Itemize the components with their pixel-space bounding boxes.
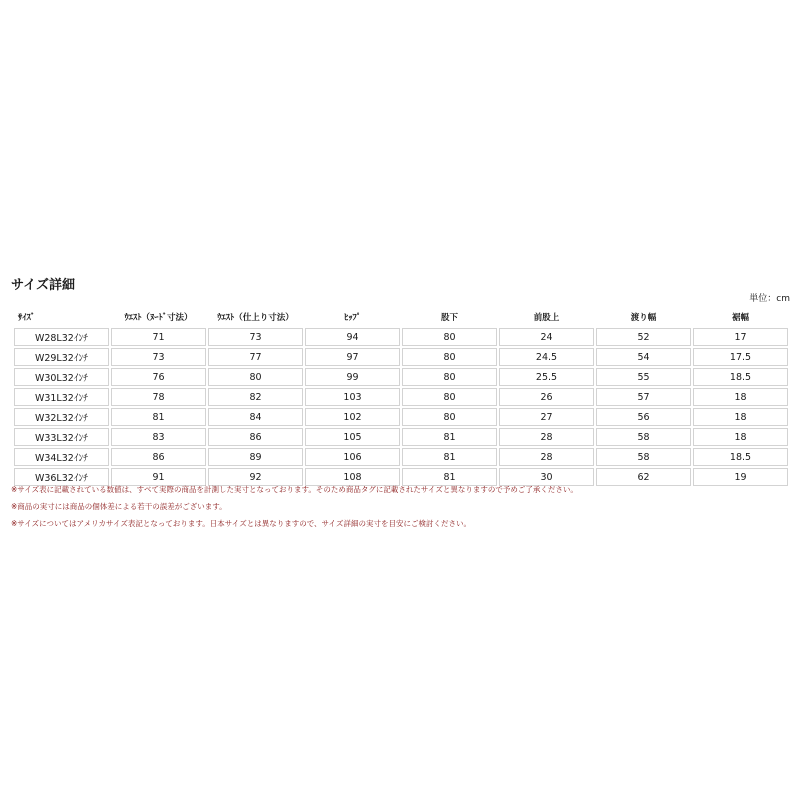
table-cell: 71 [111, 328, 206, 346]
header-thigh-width: 渡り幅 [630, 313, 657, 323]
table-cell: 55 [596, 368, 691, 386]
table-cell: 80 [402, 408, 497, 426]
table-cell: 103 [305, 388, 400, 406]
table-cell: 81 [402, 468, 497, 486]
table-cell: 82 [208, 388, 303, 406]
table-cell: 25.5 [499, 368, 594, 386]
table-cell: 80 [402, 368, 497, 386]
note-variance: ※商品の実寸には商品の個体差による若干の誤差がございます。 [11, 502, 227, 511]
table-cell: 18 [693, 408, 788, 426]
note-us-sizing: ※サイズについてはアメリカサイズ表記となっております。日本サイズとは異なりますので、サイズ詳細の実寸を目安にご検討ください。 [11, 519, 471, 528]
header-hem-width: 裾幅 [731, 313, 749, 323]
page-title: サイズ詳細 [11, 278, 75, 293]
table-cell: 52 [596, 328, 691, 346]
table-cell: 18 [693, 428, 788, 446]
header-waist-finished: ｳｴｽﾄ（仕上り寸法） [217, 313, 294, 323]
table-row [14, 408, 788, 426]
table-cell: 80 [208, 368, 303, 386]
table-cell: W28L32ｲﾝﾁ [14, 328, 109, 346]
table-cell: 102 [305, 408, 400, 426]
note-measurement: ※サイズ表に記載されている数値は、すべて実際の商品を計測した実寸となっております。そのため商品タグに記載されたサイズと異なりますので予めご了承ください。 [11, 485, 578, 494]
table-cell: 80 [402, 348, 497, 366]
table-cell: W34L32ｲﾝﾁ [14, 448, 109, 466]
table-cell: 89 [208, 448, 303, 466]
unit-label: 単位：cm [749, 294, 790, 304]
table-cell: 97 [305, 348, 400, 366]
table-cell: W32L32ｲﾝﾁ [14, 408, 109, 426]
table-cell: 77 [208, 348, 303, 366]
table-cell: 81 [402, 428, 497, 446]
table-cell: 28 [499, 428, 594, 446]
table-cell: 105 [305, 428, 400, 446]
table-cell: 108 [305, 468, 400, 486]
table-cell: 18 [693, 388, 788, 406]
table-cell: 54 [596, 348, 691, 366]
table-cell: 99 [305, 368, 400, 386]
table-cell: 76 [111, 368, 206, 386]
table-row [14, 368, 788, 386]
table-row [14, 348, 788, 366]
header-hip: ﾋｯﾌﾟ [343, 313, 361, 323]
table-cell: 58 [596, 448, 691, 466]
table-cell: 28 [499, 448, 594, 466]
header-inseam: 股下 [440, 313, 458, 323]
table-cell: 27 [499, 408, 594, 426]
table-cell: 73 [208, 328, 303, 346]
table-cell: 17.5 [693, 348, 788, 366]
table-cell: W33L32ｲﾝﾁ [14, 428, 109, 446]
table-cell: 78 [111, 388, 206, 406]
table-cell: W36L32ｲﾝﾁ [14, 468, 109, 486]
table-cell: 30 [499, 468, 594, 486]
header-front-rise: 前股上 [533, 313, 560, 323]
table-cell: W29L32ｲﾝﾁ [14, 348, 109, 366]
table-cell: 24 [499, 328, 594, 346]
table-cell: 18.5 [693, 448, 788, 466]
table-cell: W30L32ｲﾝﾁ [14, 368, 109, 386]
table-cell: 19 [693, 468, 788, 486]
table-cell: 83 [111, 428, 206, 446]
table-cell: W31L32ｲﾝﾁ [14, 388, 109, 406]
table-cell: 106 [305, 448, 400, 466]
table-cell: 80 [402, 388, 497, 406]
table-row [14, 328, 788, 346]
table-cell: 17 [693, 328, 788, 346]
table-row [14, 388, 788, 406]
table-cell: 57 [596, 388, 691, 406]
table-cell: 94 [305, 328, 400, 346]
table-cell: 84 [208, 408, 303, 426]
table-cell: 86 [208, 428, 303, 446]
header-size: ｻｲｽﾞ [18, 313, 36, 323]
table-cell: 24.5 [499, 348, 594, 366]
table-cell: 56 [596, 408, 691, 426]
table-cell: 92 [208, 468, 303, 486]
table-cell: 62 [596, 468, 691, 486]
table-cell: 18.5 [693, 368, 788, 386]
table-cell: 81 [111, 408, 206, 426]
table-cell: 26 [499, 388, 594, 406]
table-cell: 73 [111, 348, 206, 366]
table-row [14, 448, 788, 466]
table-cell: 81 [402, 448, 497, 466]
header-waist-nude: ｳｴｽﾄ（ﾇｰﾄﾞ寸法） [124, 313, 193, 323]
size-table [12, 306, 790, 488]
table-cell: 58 [596, 428, 691, 446]
table-cell: 80 [402, 328, 497, 346]
table-header-row [14, 308, 788, 326]
table-cell: 86 [111, 448, 206, 466]
table-cell: 91 [111, 468, 206, 486]
table-row [14, 428, 788, 446]
